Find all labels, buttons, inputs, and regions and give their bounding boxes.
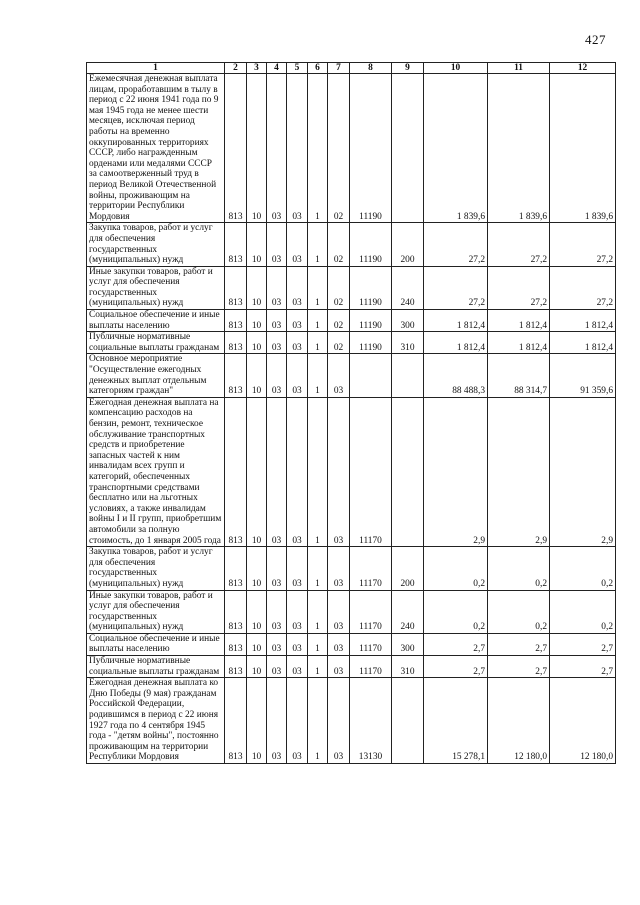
amount-cell: 0,2: [424, 547, 488, 590]
row-description: Публичные нормативные социальные выплаты гражданам: [87, 656, 225, 678]
table-row: [87, 332, 616, 354]
code-cell: 03: [287, 223, 308, 266]
amount-cell: 2,9: [550, 397, 616, 546]
code-cell: 10: [247, 310, 267, 332]
code-cell: 10: [247, 547, 267, 590]
code-cell: 13130: [350, 678, 392, 764]
code-cell: 10: [247, 332, 267, 354]
amount-cell: 1 839,6: [550, 74, 616, 223]
table-body: [87, 74, 616, 764]
table-row: [87, 656, 616, 678]
code-cell: 11170: [350, 590, 392, 633]
code-cell: 03: [267, 332, 287, 354]
table-row: [87, 310, 616, 332]
column-header: 11: [488, 63, 550, 74]
code-cell: 813: [225, 590, 247, 633]
code-cell: 10: [247, 633, 267, 655]
code-cell: 1: [308, 633, 328, 655]
code-cell: 03: [328, 656, 350, 678]
code-cell: 03: [287, 397, 308, 546]
amount-cell: 12 180,0: [550, 678, 616, 764]
table-row: [87, 74, 616, 223]
code-cell: 03: [267, 633, 287, 655]
code-cell: 1: [308, 678, 328, 764]
code-cell: 813: [225, 354, 247, 397]
code-cell: 1: [308, 74, 328, 223]
amount-cell: 2,9: [424, 397, 488, 546]
column-header: 7: [328, 63, 350, 74]
amount-cell: 0,2: [488, 547, 550, 590]
row-description: Социальное обеспечение и иные выплаты населению: [87, 633, 225, 655]
row-description: Закупка товаров, работ и услуг для обеспечения государственных (муниципальных) нужд: [87, 547, 225, 590]
amount-cell: 0,2: [550, 547, 616, 590]
code-cell: 813: [225, 678, 247, 764]
table-row: [87, 223, 616, 266]
code-cell: 1: [308, 354, 328, 397]
amount-cell: 2,7: [424, 656, 488, 678]
code-cell: 300: [392, 633, 424, 655]
code-cell: 02: [328, 332, 350, 354]
code-cell: 10: [247, 397, 267, 546]
column-header: 6: [308, 63, 328, 74]
amount-cell: 1 839,6: [424, 74, 488, 223]
amount-cell: 27,2: [488, 266, 550, 309]
code-cell: 10: [247, 266, 267, 309]
column-header: 9: [392, 63, 424, 74]
code-cell: 03: [287, 633, 308, 655]
code-cell: 03: [267, 223, 287, 266]
row-description: Иные закупки товаров, работ и услуг для обеспечения государственных (муниципальных) нужд: [87, 590, 225, 633]
row-description: Ежегодная денежная выплата ко Дню Победы (9 мая) гражданам Российской Федерации, родившимся в период с 22 июня 1927 года по 4 сентября 1945 года - "детям войны", постоянно проживающим на территории Республики Мордовия: [87, 678, 225, 764]
table-row: [87, 354, 616, 397]
code-cell: 300: [392, 310, 424, 332]
amount-cell: 0,2: [550, 590, 616, 633]
code-cell: 1: [308, 310, 328, 332]
table-row: [87, 266, 616, 309]
table-row: [87, 678, 616, 764]
code-cell: 813: [225, 266, 247, 309]
code-cell: 03: [267, 397, 287, 546]
code-cell: 03: [328, 397, 350, 546]
code-cell: 11190: [350, 332, 392, 354]
code-cell: 03: [328, 590, 350, 633]
column-header: 10: [424, 63, 488, 74]
amount-cell: 88 488,3: [424, 354, 488, 397]
code-cell: 03: [267, 266, 287, 309]
code-cell: 03: [287, 266, 308, 309]
row-description: Основное мероприятие "Осуществление ежегодных денежных выплат отдельным категориям граждан": [87, 354, 225, 397]
amount-cell: 2,7: [424, 633, 488, 655]
amount-cell: 1 839,6: [488, 74, 550, 223]
code-cell: 813: [225, 74, 247, 223]
code-cell: 11170: [350, 656, 392, 678]
code-cell: 1: [308, 656, 328, 678]
budget-table: [86, 62, 616, 764]
row-description: Иные закупки товаров, работ и услуг для обеспечения государственных (муниципальных) нужд: [87, 266, 225, 309]
code-cell: 813: [225, 223, 247, 266]
code-cell: 813: [225, 656, 247, 678]
column-header: 2: [225, 63, 247, 74]
code-cell: 03: [287, 547, 308, 590]
amount-cell: 1 812,4: [424, 332, 488, 354]
code-cell: 11190: [350, 223, 392, 266]
amount-cell: 27,2: [488, 223, 550, 266]
row-description: Ежемесячная денежная выплата лицам, проработавшим в тылу в период с 22 июня 1941 года по 9 мая 1945 года не менее шести месяцев, исключая период работы на временно оккупированных территориях СССР, либо награжденным орденами или медалями СССР за самоотверженный труд в период Великой Отечественной войны, проживающим на территории Республики Мордовия: [87, 74, 225, 223]
code-cell: 240: [392, 266, 424, 309]
code-cell: 02: [328, 223, 350, 266]
code-cell: 02: [328, 310, 350, 332]
code-cell: 310: [392, 656, 424, 678]
code-cell: 1: [308, 397, 328, 546]
code-cell: 03: [287, 354, 308, 397]
code-cell: 03: [287, 678, 308, 764]
code-cell: 02: [328, 74, 350, 223]
code-cell: 813: [225, 547, 247, 590]
amount-cell: 27,2: [424, 223, 488, 266]
code-cell: 03: [328, 633, 350, 655]
table-row: [87, 547, 616, 590]
code-cell: 10: [247, 354, 267, 397]
amount-cell: 27,2: [424, 266, 488, 309]
code-cell: 03: [267, 678, 287, 764]
column-header: 1: [87, 63, 225, 74]
column-header: 3: [247, 63, 267, 74]
amount-cell: 0,2: [424, 590, 488, 633]
header-row: [87, 63, 616, 74]
amount-cell: 1 812,4: [424, 310, 488, 332]
amount-cell: 27,2: [550, 266, 616, 309]
code-cell: 03: [267, 547, 287, 590]
amount-cell: 2,7: [550, 633, 616, 655]
code-cell: 813: [225, 633, 247, 655]
amount-cell: 91 359,6: [550, 354, 616, 397]
amount-cell: 1 812,4: [488, 332, 550, 354]
column-header: 5: [287, 63, 308, 74]
code-cell: 11170: [350, 633, 392, 655]
code-cell: 1: [308, 332, 328, 354]
code-cell: 03: [267, 354, 287, 397]
code-cell: 03: [287, 590, 308, 633]
amount-cell: 1 812,4: [488, 310, 550, 332]
code-cell: 200: [392, 547, 424, 590]
code-cell: 240: [392, 590, 424, 633]
code-cell: 1: [308, 223, 328, 266]
row-description: Закупка товаров, работ и услуг для обеспечения государственных (муниципальных) нужд: [87, 223, 225, 266]
amount-cell: 1 812,4: [550, 332, 616, 354]
code-cell: 813: [225, 397, 247, 546]
page-number: 427: [585, 32, 606, 47]
amount-cell: 15 278,1: [424, 678, 488, 764]
code-cell: 03: [267, 74, 287, 223]
row-description: Ежегодная денежная выплата на компенсацию расходов на бензин, ремонт, техническое обслуживание транспортных средств и приобретение запасных частей к ним инвалидам всех групп и категорий, обеспеченных транспортными средствами бесплатно или на льготных условиях, а также инвалидам войны I и II групп, приобретшим автомобили за полную стоимость, до 1 января 2005 года: [87, 397, 225, 546]
code-cell: 10: [247, 678, 267, 764]
code-cell: [392, 397, 424, 546]
code-cell: 11190: [350, 74, 392, 223]
column-header: 12: [550, 63, 616, 74]
code-cell: 310: [392, 332, 424, 354]
table-row: [87, 590, 616, 633]
amount-cell: 2,7: [550, 656, 616, 678]
code-cell: 03: [328, 547, 350, 590]
code-cell: 10: [247, 590, 267, 633]
code-cell: 03: [287, 74, 308, 223]
code-cell: 02: [328, 266, 350, 309]
code-cell: 10: [247, 656, 267, 678]
code-cell: 813: [225, 310, 247, 332]
code-cell: 200: [392, 223, 424, 266]
column-header: 4: [267, 63, 287, 74]
row-description: Публичные нормативные социальные выплаты гражданам: [87, 332, 225, 354]
code-cell: 03: [328, 354, 350, 397]
amount-cell: 2,7: [488, 633, 550, 655]
code-cell: 11190: [350, 310, 392, 332]
code-cell: 1: [308, 266, 328, 309]
code-cell: 11170: [350, 397, 392, 546]
code-cell: 03: [328, 678, 350, 764]
row-description: Социальное обеспечение и иные выплаты населению: [87, 310, 225, 332]
code-cell: 1: [308, 547, 328, 590]
amount-cell: 27,2: [550, 223, 616, 266]
code-cell: [392, 74, 424, 223]
code-cell: 11190: [350, 266, 392, 309]
amount-cell: 2,7: [488, 656, 550, 678]
code-cell: 11170: [350, 547, 392, 590]
table-row: [87, 397, 616, 546]
code-cell: 03: [287, 332, 308, 354]
code-cell: 10: [247, 223, 267, 266]
column-header: 8: [350, 63, 392, 74]
code-cell: 1: [308, 590, 328, 633]
code-cell: 03: [287, 656, 308, 678]
amount-cell: 12 180,0: [488, 678, 550, 764]
amount-cell: 88 314,7: [488, 354, 550, 397]
code-cell: 03: [267, 310, 287, 332]
table-row: [87, 633, 616, 655]
code-cell: 03: [267, 656, 287, 678]
code-cell: 813: [225, 332, 247, 354]
code-cell: [392, 354, 424, 397]
code-cell: 03: [267, 590, 287, 633]
amount-cell: 2,9: [488, 397, 550, 546]
code-cell: [392, 678, 424, 764]
code-cell: [350, 354, 392, 397]
amount-cell: 0,2: [488, 590, 550, 633]
code-cell: 10: [247, 74, 267, 223]
code-cell: 03: [287, 310, 308, 332]
amount-cell: 1 812,4: [550, 310, 616, 332]
